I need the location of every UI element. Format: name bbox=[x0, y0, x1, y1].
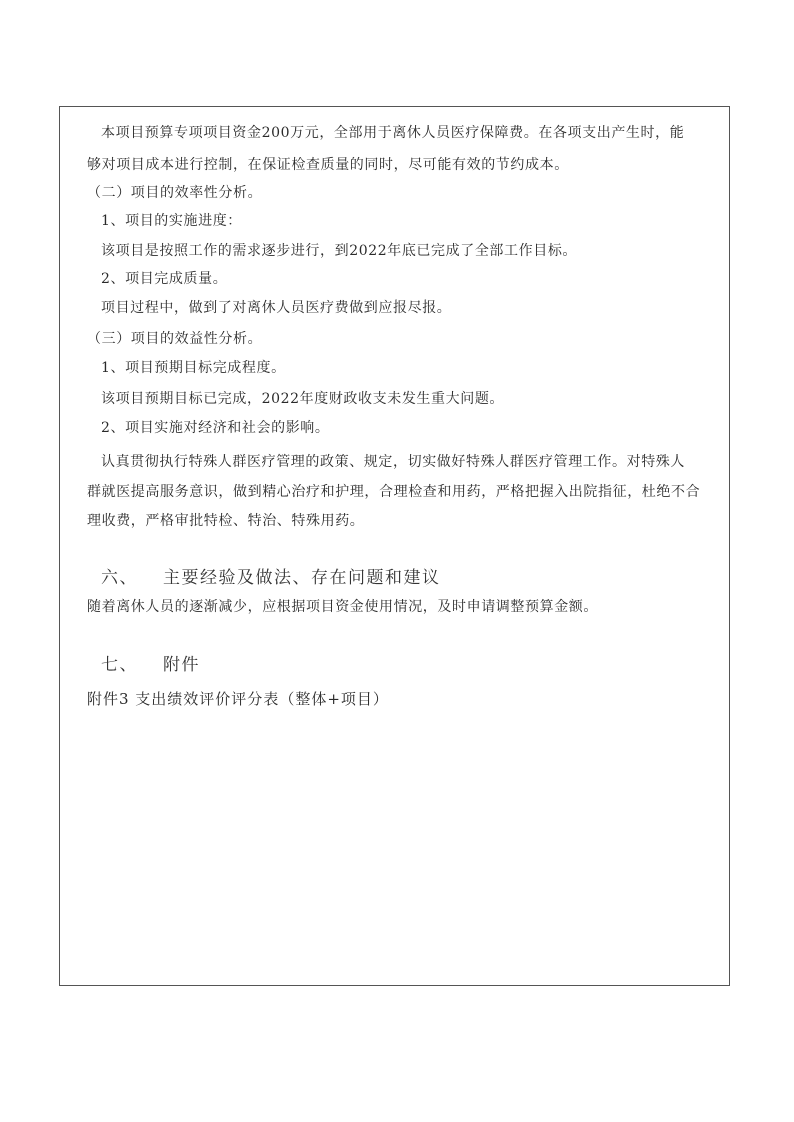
section-6-text: 随着离休人员的逐渐减少，应根据项目资金使用情况，及时申请调整预算金额。 bbox=[87, 599, 598, 615]
body-line-2: 够对项目成本进行控制，在保证检查质量的同时，尽可能有效的节约成本。 bbox=[87, 157, 569, 173]
section-7-title: 附件 bbox=[163, 655, 200, 675]
body-line-10: 该项目预期目标已完成，2022年度财政收支未发生重大问题。 bbox=[101, 391, 505, 407]
section-6-number: 六、 bbox=[101, 568, 138, 588]
body-line-11: 2、项目实施对经济和社会的影响。 bbox=[101, 420, 330, 436]
body-line-7: 项目过程中，做到了对离休人员医疗费做到应报尽报。 bbox=[101, 300, 452, 316]
section-7-text: 附件3 支出绩效评价评分表（整体+项目） bbox=[87, 690, 389, 708]
subheading-efficiency: （二）项目的效率性分析。 bbox=[87, 185, 263, 201]
body-line-4: 1、项目的实施进度： bbox=[101, 213, 242, 229]
body-line-9: 1、项目预期目标完成程度。 bbox=[101, 360, 286, 376]
section-6-title: 主要经验及做法、存在问题和建议 bbox=[163, 568, 441, 588]
section-6-heading bbox=[101, 568, 441, 588]
page-border-frame bbox=[59, 106, 730, 986]
body-line-13: 群就医提高服务意识，做到精心治疗和护理，合理检查和用药，严格把握入出院指征，杜绝不合 bbox=[87, 484, 701, 500]
body-line-12: 认真贯彻执行特殊人群医疗管理的政策、规定，切实做好特殊人群医疗管理工作。对特殊人 bbox=[101, 454, 685, 470]
body-line-1: 本项目预算专项项目资金200万元，全部用于离休人员医疗保障费。在各项支出产生时，能 bbox=[101, 125, 685, 141]
section-7-heading bbox=[101, 655, 200, 675]
body-line-14: 理收费，严格审批特检、特治、特殊用药。 bbox=[87, 513, 365, 529]
subheading-effectiveness: （三）项目的效益性分析。 bbox=[87, 331, 263, 347]
body-line-6: 2、项目完成质量。 bbox=[101, 271, 228, 287]
section-7-number: 七、 bbox=[101, 655, 138, 675]
body-line-5: 该项目是按照工作的需求逐步进行，到2022年底已完成了全部工作目标。 bbox=[101, 243, 578, 259]
